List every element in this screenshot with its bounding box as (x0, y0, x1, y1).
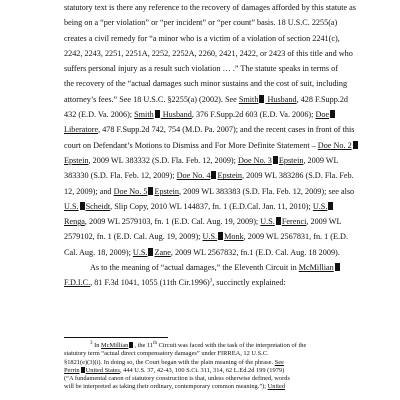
case-party: Husband (265, 94, 297, 104)
case-name (101, 342, 134, 349)
text-line (64, 245, 376, 260)
text-line (64, 122, 376, 137)
case-name (64, 202, 110, 211)
text-line (64, 184, 376, 199)
signal-word: See (274, 358, 284, 366)
text-run: As to the meaning of “actual damages,” the Eleventh Circuit in (90, 263, 299, 273)
text-run: , 2009 WL (306, 217, 342, 227)
text-run: will be interpreted as taking their ordinary, contemporary common meaning.”); (64, 383, 268, 391)
case-name (177, 171, 242, 180)
text-run: , 2009 WL 383286 (S.D. Fla. Feb. (242, 171, 354, 181)
text-run: , Slip Copy, 2010 WL 144837, fn. 1 (E.D.Cal. Jan. 11, 2010); (110, 201, 313, 211)
text-line (64, 168, 376, 183)
text-line: being on a “per violation” or “per incident” or “per count” basis. 18 U.S.C. 2255(a) (64, 18, 338, 28)
case-party: McMillian (298, 263, 334, 273)
case-name: Renga (64, 217, 85, 227)
case-name (238, 156, 303, 165)
case-party: Smith (238, 94, 259, 104)
text-run: 383330 (S.D. Fla. Feb. 12, 2009); (64, 171, 177, 181)
case-party: Doe (315, 110, 330, 120)
text-run: , 81 F.3d 1041, 1055 (11th Cir.1996) (90, 278, 210, 288)
redaction-bar (81, 367, 85, 373)
footnote-ref: 3 (209, 278, 213, 284)
text-line (64, 138, 376, 153)
case-party: Epstein (154, 186, 180, 196)
case-party: U.S. (260, 217, 275, 227)
case-name (239, 95, 297, 104)
redaction-bar (211, 171, 216, 179)
footnote-line: statutory term “actual direct compensatory damages” under FIRREA, 12 U.S.C. (64, 350, 269, 358)
case-party: McMillian (101, 342, 129, 349)
case-party: Epstein (217, 171, 243, 181)
redaction-bar (129, 342, 133, 348)
case-name (318, 141, 359, 150)
text-line: creates a civil remedy for “a minor who is a victim of a violation of section 2241(c), (64, 33, 340, 43)
redaction-bar (80, 202, 85, 210)
case-party: Ferenci (281, 217, 307, 227)
body-text (64, 0, 376, 291)
footnote (64, 342, 376, 392)
text-run: , the 11 (134, 342, 154, 349)
case-party: U.S. (132, 247, 148, 257)
text-run: Cal. Aug. 18, 2009); (64, 247, 133, 257)
case-party: Husband (160, 110, 192, 120)
footnote-marker: 3 (90, 340, 93, 346)
case-party: Smith (134, 110, 154, 120)
text-run: 12, 2009); and (64, 186, 114, 196)
case-name: Epstein (64, 155, 89, 165)
case-party: United States (85, 366, 120, 374)
redaction-bar (335, 263, 340, 271)
text-run: , 2009 WL 2579103, fn. 1 (E.D. Cal. Aug. 19, 2009); (84, 217, 261, 227)
text-line (64, 199, 376, 214)
text-run: Circuit was faced with the task of the interpretation of the (157, 342, 307, 349)
text-run: 2579102, fn. 1 (E.D. Cal. Aug. 19, 2009); (64, 232, 203, 242)
case-party: U.S. (312, 201, 328, 211)
case-party: Monk (224, 232, 244, 242)
text-run: , 428 F.Supp.2d (296, 94, 349, 104)
text-run: , 478 F.Supp.2d 742, 754 (M.D. Pa. 2007); and the recent cases in front of this (98, 125, 355, 135)
case-party: Doe No. 2 (317, 140, 352, 150)
text-run: , 376 F.Supp.2d 603 (E.D. Va. 2006); (191, 110, 316, 120)
case-name: Liberatore (64, 125, 99, 135)
text-line (64, 260, 376, 275)
case-party: Doe No. 3 (237, 155, 272, 165)
text-line: the recovery of the “actual damages such minor sustains and the cost of suit, including (64, 79, 348, 89)
footnote-separator (64, 337, 168, 338)
text-run: , 2009 WL 2567832, fn.1 (E.D. Cal. Aug. 18 2009). (170, 247, 340, 257)
text-line: statutory text is there any reference to the recovery of damages afforded by this statute as (64, 3, 356, 12)
text-line (64, 214, 376, 229)
case-party: Epstein (278, 155, 304, 165)
case-party: United (267, 383, 286, 391)
text-run: , 2009 WL (303, 155, 339, 165)
ordinal-suffix: th (153, 340, 158, 346)
text-run: 432 (E.D. Va. 2006); (64, 110, 135, 120)
case-party: Scheidt (85, 201, 111, 211)
redaction-bar (353, 141, 358, 149)
text-run: In (92, 342, 102, 349)
footnote-line (64, 359, 376, 367)
redaction-bar (276, 217, 281, 225)
redaction-bar (148, 187, 153, 195)
text-run: attorney’s fees.” See 18 U.S.C. §2255(a) (2002). See (64, 94, 239, 104)
redaction-bar (148, 248, 153, 256)
text-run: , 2009 WL 383383 (S.D. Fla. Feb. 12, 2009); see also (179, 186, 355, 196)
case-name (114, 187, 179, 196)
case-party: U.S. (64, 201, 79, 211)
text-run: , 2009 WL 383332 (S.D. Fla. Feb. 12, 2009); (88, 155, 238, 165)
text-line (64, 92, 376, 107)
text-run: court on Defendant’s Motions to Dismiss and For More Definite Statement – (64, 140, 318, 150)
case-name (260, 217, 306, 226)
text-line (64, 229, 376, 244)
case-name (133, 248, 171, 257)
redaction-bar (328, 202, 333, 210)
footnote-line (64, 367, 376, 375)
text-run: , 2009 WL 2567831, fn. 1 (E.D. (243, 232, 349, 242)
text-run: §1821(e)(3)(i). In doing so, the Court began with the plain meaning of the phrase. (64, 358, 275, 366)
case-party: Perrin (64, 366, 80, 374)
footnote-line: (“A fundamental canon of statutory construction is that, unless otherwise defined, words (64, 375, 290, 383)
text-line: suffers personal injury as a result such violation … .” The statute speaks in terms of (64, 64, 338, 74)
case-name (134, 110, 192, 119)
text-line (64, 275, 376, 290)
text-line (64, 153, 376, 168)
text-run: , 444 U.S. 37, 42-43, 100 S.Ct. 311, 314, 62 L.Ed.2d 199 (1979) (119, 366, 285, 374)
redaction-bar (330, 110, 335, 118)
case-name (315, 110, 336, 119)
case-name (299, 263, 341, 272)
case-party: Zane (154, 247, 171, 257)
case-party: Doe No. 5 (113, 186, 148, 196)
text-run: , succinctly explained: (212, 278, 286, 288)
text-line (64, 107, 376, 122)
case-party: Doe No. 4 (176, 171, 211, 181)
footnote-line (64, 383, 376, 391)
case-name (313, 202, 335, 211)
redaction-bar (218, 232, 223, 240)
text-line: 2242, 2243, 2251, 2251A, 2252, 2252A, 2260, 2421, 2422, or 2423 of this title and who (64, 48, 353, 58)
footnote-line (64, 342, 376, 350)
case-name (203, 232, 244, 241)
redaction-bar (273, 156, 278, 164)
case-name (64, 367, 120, 374)
redaction-bar (155, 110, 160, 118)
case-name: F.D.I.C. (64, 278, 91, 288)
redaction-bar (259, 95, 264, 103)
case-party: U.S. (202, 232, 218, 242)
